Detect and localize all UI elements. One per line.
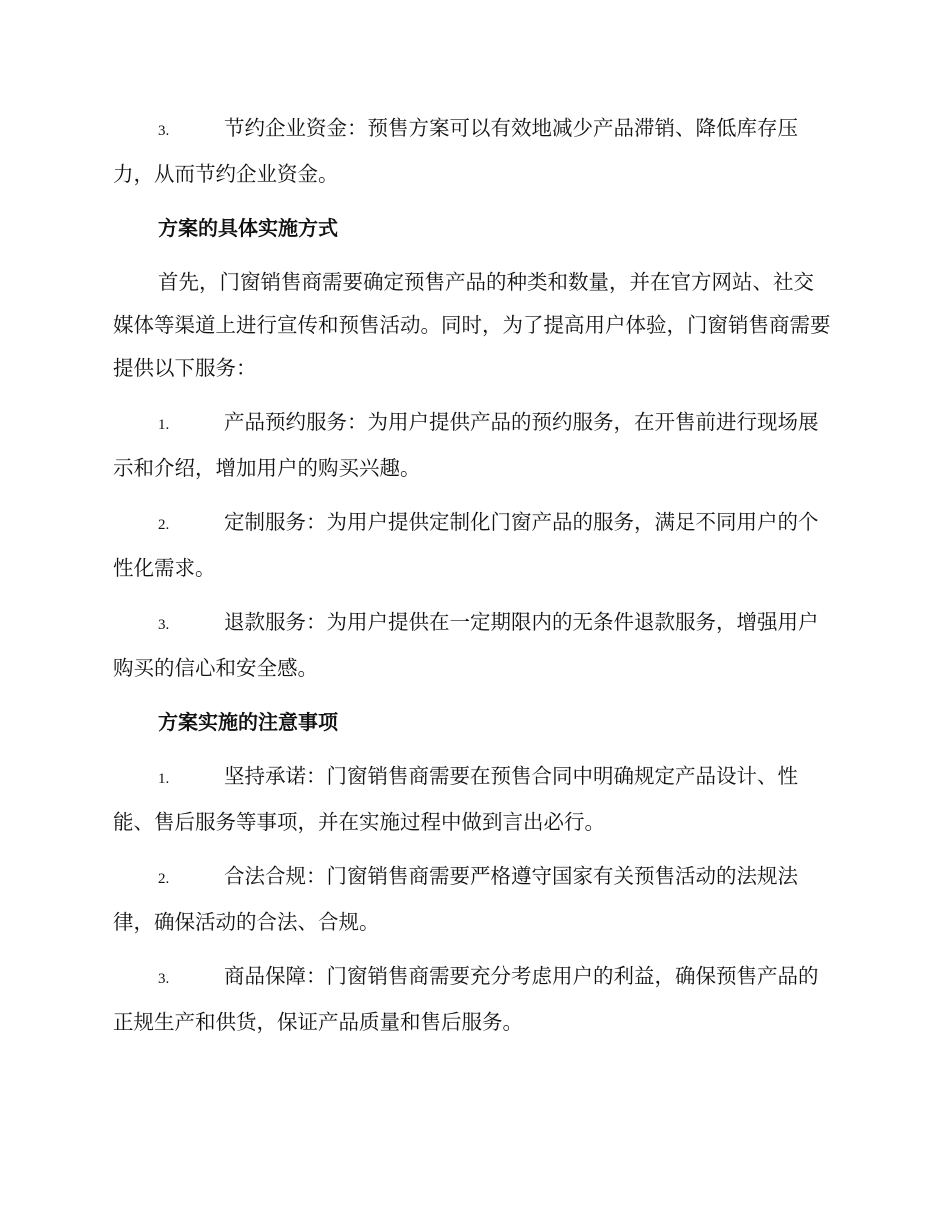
list-item xyxy=(113,955,833,1044)
list-number: 2. xyxy=(158,871,170,887)
list-number: 3. xyxy=(158,123,170,139)
list-item xyxy=(113,401,833,490)
list-item-text: 定制服务：为用户提供定制化门窗产品的服务，满足不同用户的个性化需求。 xyxy=(113,510,819,580)
list-number: 3. xyxy=(158,617,170,633)
list-item-text: 退款服务：为用户提供在一定期限内的无条件退款服务，增强用户购买的信心和安全感。 xyxy=(113,610,819,680)
list-item xyxy=(113,601,833,690)
list-number: 1. xyxy=(158,771,170,787)
list-number: 3. xyxy=(158,971,170,987)
list-item xyxy=(113,755,833,844)
list-item-text: 合法合规：门窗销售商需要严格遵守国家有关预售活动的法规法律，确保活动的合法、合规。 xyxy=(113,864,798,934)
list-item xyxy=(113,855,833,944)
list-item xyxy=(113,501,833,590)
list-item-text: 产品预约服务：为用户提供产品的预约服务，在开售前进行现场展示和介绍，增加用户的购买兴趣。 xyxy=(113,410,819,480)
list-item xyxy=(113,107,833,196)
list-item-text: 商品保障：门窗销售商需要充分考虑用户的利益，确保预售产品的正规生产和供货，保证产品质量和售后服务。 xyxy=(113,964,819,1034)
paragraph: 首先，门窗销售商需要确定预售产品的种类和数量，并在官方网站、社交媒体等渠道上进行宣传和预售活动。同时，为了提高用户体验，门窗销售商需要提供以下服务： xyxy=(113,270,831,380)
list-item-text: 节约企业资金：预售方案可以有效地减少产品滞销、降低库存压力，从而节约企业资金。 xyxy=(113,116,798,186)
document-body xyxy=(113,107,833,1055)
list-number: 2. xyxy=(158,517,170,533)
list-item-text: 坚持承诺：门窗销售商需要在预售合同中明确规定产品设计、性能、售后服务等事项，并在实施过程中做到言出必行。 xyxy=(113,764,798,834)
section-heading-notes: 方案实施的注意事项 xyxy=(158,710,338,734)
list-number: 1. xyxy=(158,417,170,433)
section-heading-implementation: 方案的具体实施方式 xyxy=(158,216,338,240)
